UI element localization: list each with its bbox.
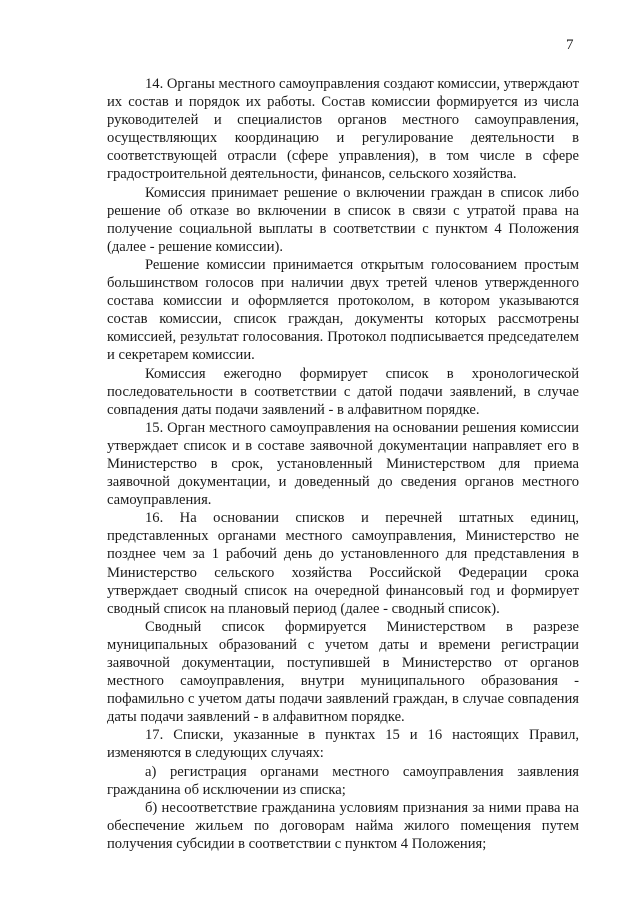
document-body (107, 75, 579, 853)
paragraph-16: 16. На основании списков и перечней штатных единиц, представленных органами местного самоуправления, Министерство не позднее чем за 1 рабочий день до установленного для представления в Министерство сельского хозяйства Российской Федерации срока утверждает сводный список на очередной финансовый год и формирует сводный список на плановый период (далее - сводный список). (107, 510, 579, 617)
paragraph-voting: Решение комиссии принимается открытым голосованием простым большинством голосов при наличии двух третей членов утвержденного состава комиссии и оформляется протоколом, в котором указываются состав комиссии, список граждан, документы которых рассмотрены комиссией, результат голосования. Протокол подписывается председателем и секретарем комиссии. (107, 256, 579, 364)
paragraph-commission-decision: Комиссия принимает решение о включении граждан в список либо решение об отказе во включении в список в связи с утратой права на получение социальной выплаты в соответствии с пунктом 4 Положения (далее - решение комиссии). (107, 184, 579, 255)
paragraph-14: 14. Органы местного самоуправления создают комиссии, утверждают их состав и порядок их работы. Состав комиссии формируется из числа руководителей и специалистов органов местного самоуправления, осуществляющих координацию и регулирование деятельности в соответствующей отрасли (сфере управления), в том числе в сфере градостроительной деятельности, финансов, сельского хозяйства. (107, 76, 580, 183)
paragraph-summary-list: Сводный список формируется Министерством в разрезе муниципальных образований с учетом даты и времени регистрации заявочной документации, поступившей в Министерство от органов местного самоуправления, внутри муниципального образования - пофамильно с учетом даты подачи заявлений граждан, в случае совпадения даты подачи заявлений - в алфавитном порядке. (107, 618, 579, 726)
paragraph-17b: б) несоответствие гражданина условиям признания за ними права на обеспечение жильем по договорам найма жилого помещения путем получения субсидии в соответствии с пунктом 4 Положения; (107, 799, 579, 852)
paragraph-15: 15. Орган местного самоуправления на основании решения комиссии утверждает список и в составе заявочной документации направляет его в Министерство в срок, установленный Министерством для приема заявочной документации, и доведенный до сведения органов местного самоуправления. (107, 419, 579, 509)
paragraph-17: 17. Списки, указанные в пунктах 15 и 16 настоящих Правил, изменяются в следующих случаях: (107, 727, 579, 762)
paragraph-list-order: Комиссия ежегодно формирует список в хронологической последовательности в соответствии с датой подачи заявлений, в случае совпадения даты подачи заявлений - в алфавитном порядке. (107, 365, 579, 418)
paragraph-17a: а) регистрация органами местного самоуправления заявления гражданина об исключении из списка; (107, 763, 579, 798)
page-number: 7 (566, 37, 574, 53)
